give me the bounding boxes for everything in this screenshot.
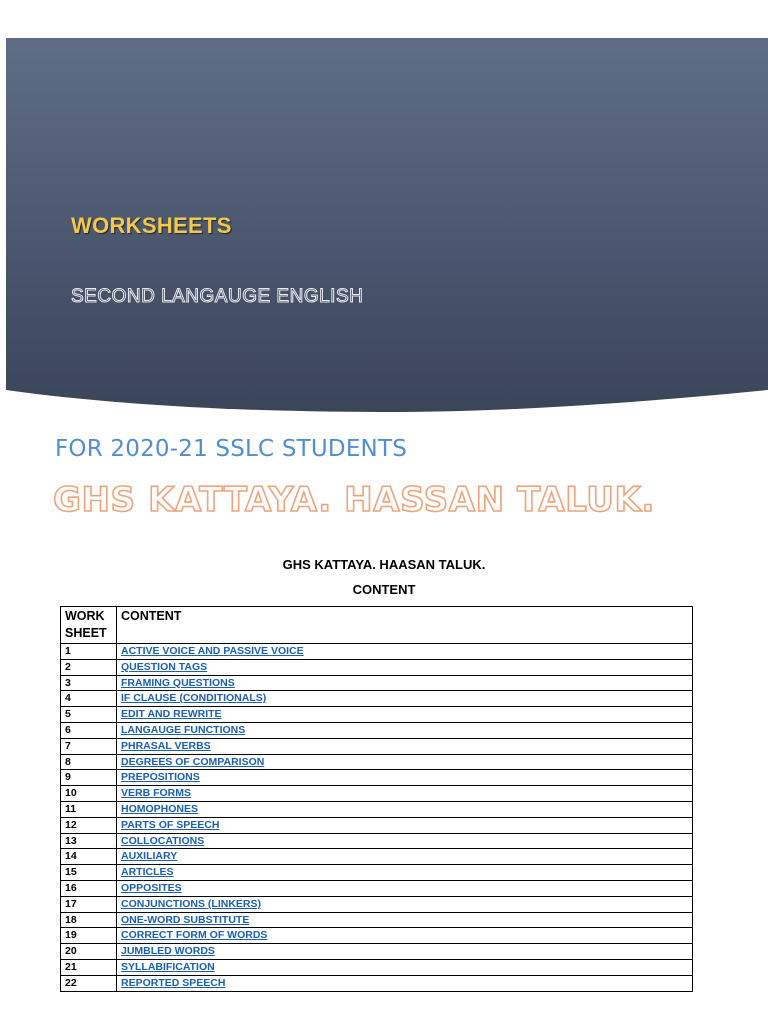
worksheet-number: 19: [61, 928, 117, 944]
contents-table: [60, 606, 693, 992]
content-cell: [117, 659, 693, 675]
content-link[interactable]: VERB FORMS: [121, 787, 192, 800]
banner-title: WORKSHEETS: [71, 213, 232, 238]
worksheet-number: 16: [61, 880, 117, 896]
table-row: [61, 880, 693, 896]
table-row: [61, 944, 693, 960]
table-row: [61, 707, 693, 723]
content-link[interactable]: FRAMING QUESTIONS: [121, 676, 235, 689]
table-body: [61, 644, 693, 992]
table-header-row: [61, 607, 693, 644]
content-cell: [117, 928, 693, 944]
worksheet-number: 15: [61, 865, 117, 881]
table-row: [61, 912, 693, 928]
content-link[interactable]: EDIT AND REWRITE: [121, 708, 222, 721]
content-link[interactable]: DEGREES OF COMPARISON: [121, 755, 265, 768]
table-row: [61, 849, 693, 865]
document-subheading: CONTENT: [352, 582, 416, 597]
table-row: [61, 754, 693, 770]
worksheet-number: 20: [61, 944, 117, 960]
content-cell: [117, 722, 693, 738]
table-row: [61, 675, 693, 691]
content-cell: [117, 675, 693, 691]
worksheet-number: 17: [61, 896, 117, 912]
content-cell: [117, 833, 693, 849]
table-row: [61, 770, 693, 786]
school-name-title: GHS KATTAYA. HASSAN TALUK.: [53, 480, 655, 520]
content-cell: [117, 959, 693, 975]
content-cell: [117, 644, 693, 660]
content-link[interactable]: ARTICLES: [121, 866, 174, 879]
table-row: [61, 786, 693, 802]
table-row: [61, 928, 693, 944]
worksheet-number: 13: [61, 833, 117, 849]
table-row: [61, 896, 693, 912]
content-cell: [117, 707, 693, 723]
audience-line: FOR 2020-21 SSLC STUDENTS: [55, 436, 407, 462]
table-row: [61, 738, 693, 754]
content-link[interactable]: PHRASAL VERBS: [121, 739, 211, 752]
table-row: [61, 975, 693, 991]
worksheet-number: 12: [61, 817, 117, 833]
content-cell: [117, 896, 693, 912]
content-cell: [117, 817, 693, 833]
content-link[interactable]: ONE-WORD SUBSTITUTE: [121, 913, 250, 926]
table-row: [61, 817, 693, 833]
content-cell: [117, 801, 693, 817]
content-link[interactable]: JUMBLED WORDS: [121, 945, 215, 958]
content-cell: [117, 738, 693, 754]
content-link[interactable]: LANGAUGE FUNCTIONS: [121, 723, 246, 736]
table-row: [61, 801, 693, 817]
content-cell: [117, 865, 693, 881]
worksheet-number: 7: [61, 738, 117, 754]
column-header-content: CONTENT: [117, 607, 693, 644]
content-link[interactable]: OPPOSITES: [121, 881, 182, 894]
content-cell: [117, 786, 693, 802]
content-cell: [117, 770, 693, 786]
content-cell: [117, 912, 693, 928]
content-cell: [117, 849, 693, 865]
worksheet-number: 4: [61, 691, 117, 707]
table-row: [61, 691, 693, 707]
content-link[interactable]: IF CLAUSE (CONDITIONALS): [121, 692, 267, 705]
table-row: [61, 722, 693, 738]
worksheet-number: 18: [61, 912, 117, 928]
content-link[interactable]: ACTIVE VOICE AND PASSIVE VOICE: [121, 645, 304, 657]
content-link[interactable]: COLLOCATIONS: [121, 834, 205, 847]
content-link[interactable]: PREPOSITIONS: [121, 771, 200, 784]
content-link[interactable]: SYLLABIFICATION: [121, 960, 215, 973]
worksheet-number: 14: [61, 849, 117, 865]
content-link[interactable]: CORRECT FORM OF WORDS: [121, 929, 268, 942]
table-row: [61, 959, 693, 975]
worksheet-number: 1: [61, 644, 117, 660]
content-link[interactable]: AUXILIARY: [121, 850, 178, 863]
worksheet-number: 11: [61, 801, 117, 817]
content-cell: [117, 754, 693, 770]
content-link[interactable]: REPORTED SPEECH: [121, 976, 226, 989]
worksheet-number: 10: [61, 786, 117, 802]
content-cell: [117, 880, 693, 896]
content-cell: [117, 944, 693, 960]
worksheet-number: 5: [61, 707, 117, 723]
content-cell: [117, 691, 693, 707]
content-link[interactable]: PARTS OF SPEECH: [121, 818, 220, 831]
content-cell: [117, 975, 693, 991]
worksheet-number: 8: [61, 754, 117, 770]
cover-banner: [6, 38, 768, 412]
table-row: [61, 833, 693, 849]
worksheet-number: 9: [61, 770, 117, 786]
worksheet-number: 22: [61, 975, 117, 991]
worksheet-number: 2: [61, 659, 117, 675]
content-link[interactable]: CONJUNCTIONS (LINKERS): [121, 897, 262, 910]
table-row: [61, 659, 693, 675]
worksheet-number: 3: [61, 675, 117, 691]
table-row: [61, 644, 693, 660]
table-row: [61, 865, 693, 881]
content-link[interactable]: QUESTION TAGS: [121, 660, 208, 673]
banner-subtitle: SECOND LANGAUGE ENGLISH: [71, 286, 364, 307]
worksheet-number: 21: [61, 959, 117, 975]
column-header-worksheet: WORK SHEET: [61, 607, 117, 644]
document-heading: GHS KATTAYA. HAASAN TALUK.: [282, 557, 486, 572]
content-link[interactable]: HOMOPHONES: [121, 802, 199, 815]
worksheet-number: 6: [61, 722, 117, 738]
